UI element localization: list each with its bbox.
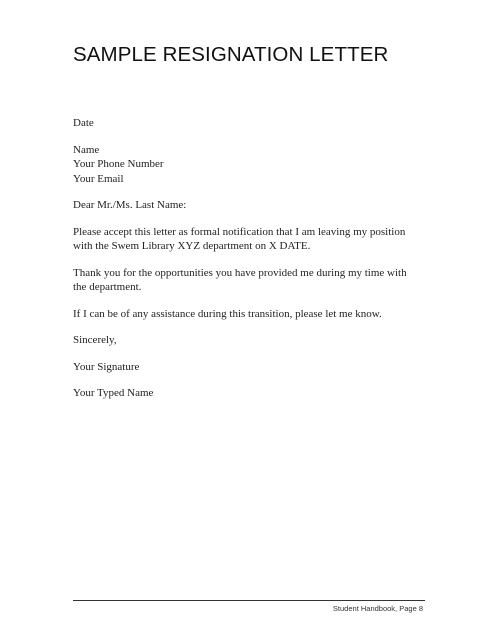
name-text: Name — [73, 143, 100, 156]
closing — [73, 333, 433, 348]
paragraph-thanks — [73, 266, 433, 295]
signature-line — [73, 360, 433, 375]
paragraph-assistance-text: If I can be of any assistance during this transition, please let me know. — [73, 307, 382, 320]
letter-body — [73, 116, 433, 413]
salutation-text: Dear Mr./Ms. Last Name: — [73, 199, 187, 211]
paragraph-notification — [73, 225, 433, 254]
typed-name-text: Your Typed Name — [73, 387, 154, 399]
contact-block — [73, 143, 433, 187]
paragraph-assistance — [73, 307, 433, 322]
page-title: SAMPLE RESIGNATION LETTER — [73, 43, 389, 66]
paragraph-notification-line-1: Please accept this letter as formal notification that I am leaving my position — [73, 225, 406, 238]
paragraph-thanks-line-2: the department. — [73, 281, 142, 293]
footer-divider — [73, 600, 425, 601]
paragraph-notification-line-2: with the Swem Library XYZ department on X DATE. — [73, 240, 311, 252]
date-line — [73, 116, 433, 131]
paragraph-thanks-line-1: Thank you for the opportunities you have provided me during my time with — [73, 266, 407, 279]
date-text: Date — [73, 117, 94, 129]
salutation — [73, 198, 433, 213]
footer-page-label: Student Handbook, Page 8 — [332, 604, 423, 613]
phone-text: Your Phone Number — [73, 158, 164, 170]
signature-text: Your Signature — [73, 360, 140, 373]
email-text: Your Email — [73, 172, 124, 185]
closing-text: Sincerely, — [73, 334, 117, 346]
typed-name-line — [73, 386, 433, 401]
